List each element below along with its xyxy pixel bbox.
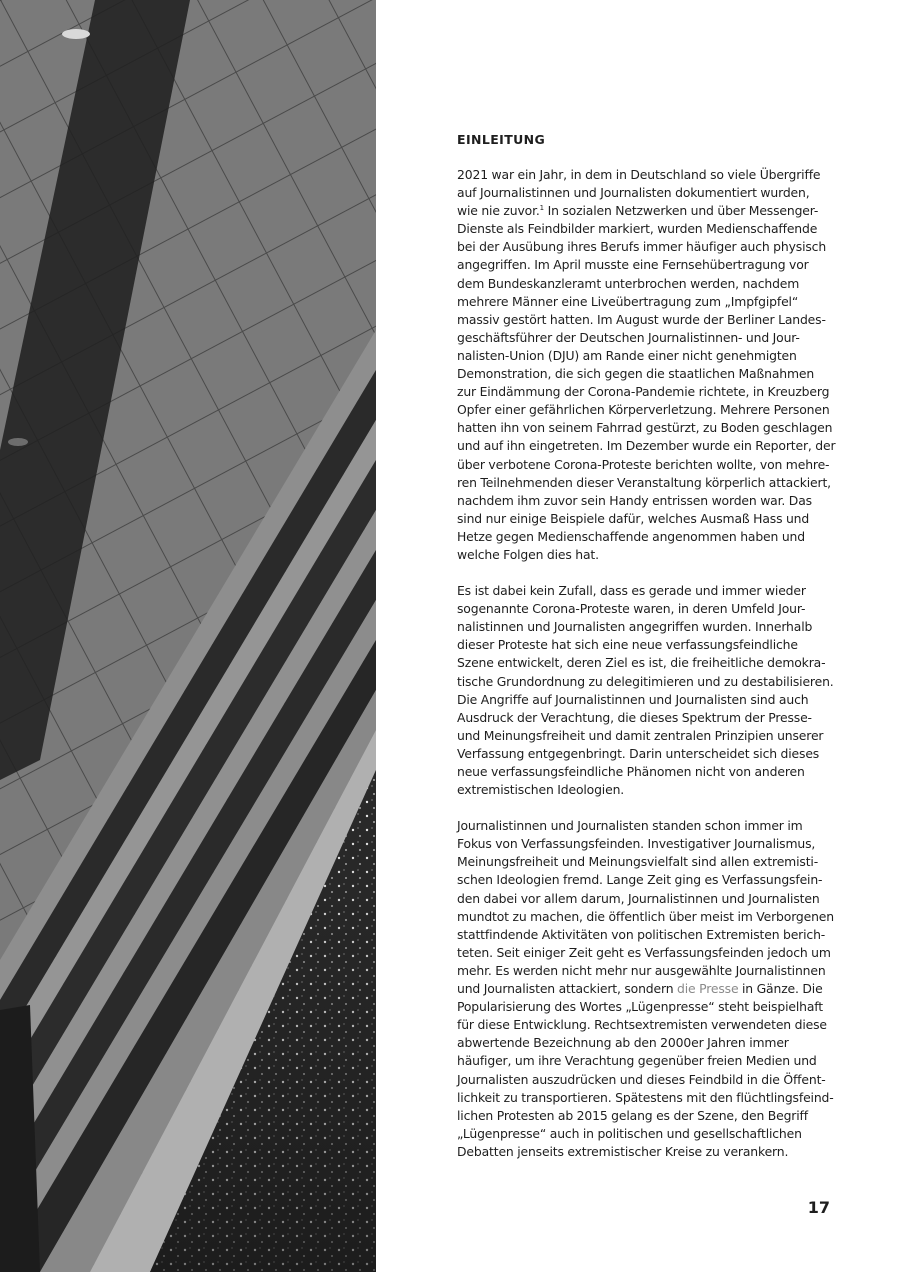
text-line: Journalistinnen und Journalisten standen schon immer im: [457, 818, 803, 834]
text-line: dieser Proteste hat sich eine neue verfassungsfeindliche: [457, 637, 798, 653]
text-line: Journalisten auszudrücken und dieses Feindbild in die Öffent-: [457, 1071, 826, 1087]
architectural-photo: [0, 0, 376, 1272]
text-line: und auf ihn eingetreten. Im Dezember wurde ein Reporter, der: [457, 438, 836, 454]
text-line: lichkeit zu transportieren. Spätestens mit den flüchtlingsfeind-: [457, 1089, 834, 1105]
paragraph-2: [457, 582, 837, 799]
text-line: tische Grundordnung zu delegitimieren und zu destabilisieren.: [457, 673, 834, 689]
text-line: Die Angriffe auf Journalistinnen und Journalisten sind auch: [457, 691, 809, 707]
text-line: zur Eindämmung der Corona-Pandemie richtete, in Kreuzberg: [457, 384, 830, 400]
text-line: mehrere Männer eine Liveübertragung zum „Impfgipfel“: [457, 293, 799, 309]
text-line: sind nur einige Beispiele dafür, welches Ausmaß Hass und: [457, 510, 810, 526]
text-line: häufiger, um ihre Verachtung gegenüber freien Medien und: [457, 1053, 817, 1069]
die-presse-link[interactable]: die Presse: [677, 981, 739, 997]
text-line: auf Journalistinnen und Journalisten dokumentiert wurden,: [457, 185, 810, 201]
text-line: hatten ihn von seinem Fahrrad gestürzt, zu Boden geschlagen: [457, 420, 833, 436]
text-line: über verbotene Corona-Proteste berichten wollte, von mehre-: [457, 456, 830, 472]
text-line: dem Bundeskanzleramt unterbrochen werden, nachdem: [457, 275, 800, 291]
text-line: mehr. Es werden nicht mehr nur ausgewählte Journalistinnen: [457, 962, 826, 978]
article-body: [457, 131, 837, 1179]
paragraph-3: [457, 817, 837, 1161]
page-number: 17: [807, 1198, 830, 1217]
text-line: und Journalisten attackiert, sondern die Presse in Gänze. Die: [457, 981, 823, 997]
footnote-marker: 1: [539, 204, 544, 213]
text-line: wie nie zuvor.$^1$ In sozialen Netzwerken und über Messenger-: [457, 203, 819, 219]
text-line: Popularisierung des Wortes „Lügenpresse“ steht beispielhaft: [457, 999, 823, 1015]
text-line: Hetze gegen Medienschaffende angenommen haben und: [457, 528, 805, 544]
text-line: angegriffen. Im April musste eine Fernsehübertragung vor: [457, 257, 809, 273]
text-line: mundtot zu machen, die öffentlich über meist im Verborgenen: [457, 908, 834, 924]
text-line: nachdem ihm zuvor sein Handy entrissen worden war. Das: [457, 492, 812, 508]
text-line: Es ist dabei kein Zufall, dass es gerade und immer wieder: [457, 583, 806, 599]
text-line: Debatten jenseits extremistischer Kreise zu verankern.: [457, 1143, 789, 1159]
text-line: Meinungsfreiheit und Meinungsvielfalt sind allen extremisti-: [457, 854, 819, 870]
text-line: Dienste als Feindbilder markiert, wurden Medienschaffende: [457, 221, 818, 237]
text-line: massiv gestört hatten. Im August wurde der Berliner Landes-: [457, 311, 826, 327]
text-line: Szene entwickelt, deren Ziel es ist, die freiheitliche demokra-: [457, 655, 826, 671]
text-line: bei der Ausübung ihres Berufs immer häufiger auch physisch: [457, 239, 827, 255]
text-line: lichen Protesten ab 2015 gelang es der Szene, den Begriff: [457, 1107, 808, 1123]
text-line: Opfer einer gefährlichen Körperverletzung. Mehrere Personen: [457, 402, 830, 418]
text-line: schen Ideologien fremd. Lange Zeit ging es Verfassungsfein-: [457, 872, 823, 888]
text-line: neue verfassungsfeindliche Phänomen nicht von anderen: [457, 764, 805, 779]
text-line: und Meinungsfreiheit und damit zentralen Prinzipien unserer: [457, 727, 824, 743]
text-line: extremistischen Ideologien.: [457, 782, 625, 798]
text-line: für diese Entwicklung. Rechtsextremisten verwendeten diese: [457, 1017, 827, 1033]
text-line: teten. Seit einiger Zeit geht es Verfassungsfeinden jedoch um: [457, 944, 831, 960]
text-line: nalistinnen und Journalisten angegriffen wurden. Innerhalb: [457, 619, 813, 635]
paragraph-1: [457, 166, 837, 564]
text-line: stattfindende Aktivitäten von politischen Extremisten berich-: [457, 926, 826, 942]
text-line: Demonstration, die sich gegen die staatlichen Maßnahmen: [457, 366, 815, 382]
text-line: sogenannte Corona-Proteste waren, in deren Umfeld Jour-: [457, 601, 806, 617]
text-line: Verfassung entgegenbringt. Darin unterscheidet sich dieses: [457, 745, 820, 761]
text-line: welche Folgen dies hat.: [457, 546, 599, 562]
text-line: Fokus von Verfassungsfeinden. Investigativer Journalismus,: [457, 836, 816, 852]
text-line: 2021 war ein Jahr, in dem in Deutschland so viele Übergriffe: [457, 167, 821, 182]
text-line: abwertende Bezeichnung ab den 2000er Jahren immer: [457, 1035, 789, 1051]
text-line: „Lügenpresse“ auch in politischen und gesellschaftlichen: [457, 1125, 802, 1141]
section-heading: EINLEITUNG: [457, 132, 546, 147]
text-line: geschäftsführer der Deutschen Journalistinnen- und Jour-: [457, 329, 800, 345]
text-line: ren Teilnehmenden dieser Veranstaltung körperlich attackiert,: [457, 474, 831, 490]
text-line: den dabei vor allem darum, Journalistinnen und Journalisten: [457, 890, 820, 906]
text-line: Ausdruck der Verachtung, die dieses Spektrum der Presse-: [457, 709, 812, 725]
text-line: nalisten-Union (DJU) am Rande einer nicht genehmigten: [457, 347, 797, 363]
